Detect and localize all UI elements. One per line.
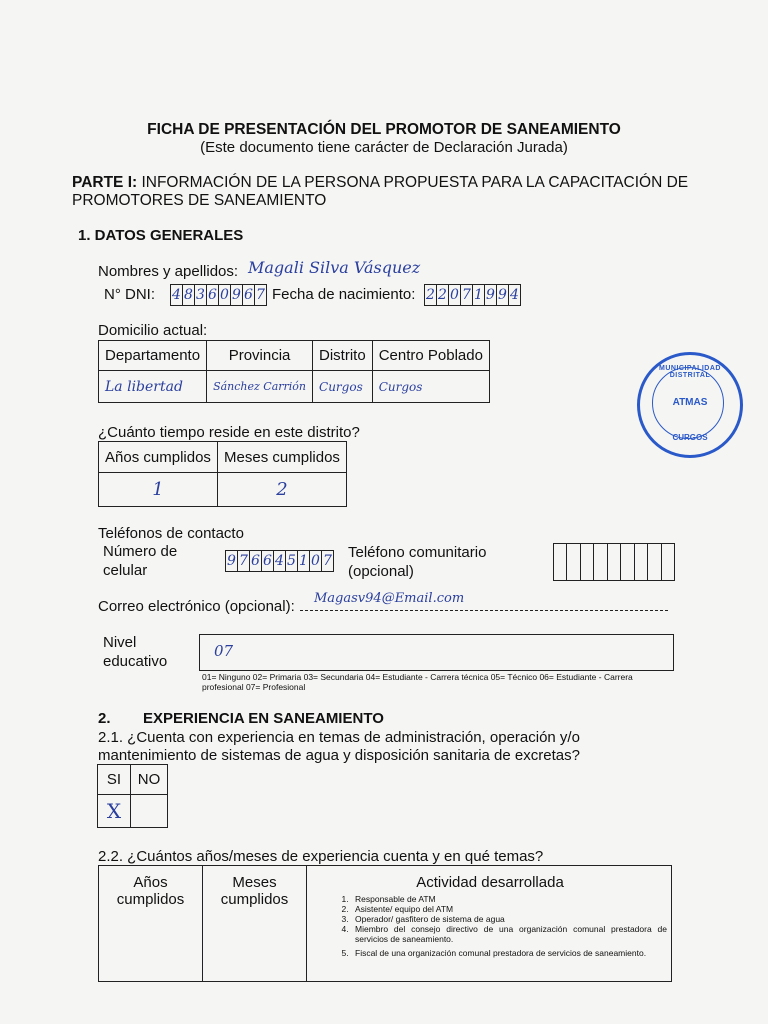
meses-column-header: Meses cumplidos bbox=[203, 866, 307, 982]
anos-column-header: Años cumplidos bbox=[99, 866, 203, 982]
tiempo-question: ¿Cuánto tiempo reside en este distrito? bbox=[98, 424, 360, 441]
celular-digit: 6 bbox=[250, 551, 262, 571]
tiempo-table bbox=[98, 441, 347, 507]
celular-digit: 9 bbox=[226, 551, 238, 571]
celular-digit: 0 bbox=[310, 551, 322, 571]
document-subtitle: (Este documento tiene carácter de Declaración Jurada) bbox=[200, 139, 568, 156]
correo-line bbox=[300, 610, 668, 611]
celular-digit: 5 bbox=[286, 551, 298, 571]
nivel-field[interactable] bbox=[199, 634, 674, 671]
celular-digit: 1 bbox=[298, 551, 310, 571]
actividad-column-header: Actividad desarrollada bbox=[416, 874, 564, 891]
celular-digit: 6 bbox=[262, 551, 274, 571]
actividad-item: 5. Fiscal de una organización comunal prestadora de servicios de saneamiento. bbox=[351, 948, 667, 958]
nivel-legend: 01= Ninguno 02= Primaria 03= Secundaria 04= Estudiante - Carrera técnica 05= Técnico 06= Estudiante - Carrera profesional 07= Profesional bbox=[202, 672, 633, 692]
celular-label-line2: celular bbox=[103, 562, 148, 579]
celular-digits[interactable] bbox=[225, 550, 334, 572]
comunitario-digits[interactable] bbox=[553, 543, 675, 581]
celular-digit: 7 bbox=[323, 553, 332, 569]
dni-digit: 8 bbox=[183, 285, 195, 305]
si-label: SI bbox=[98, 765, 131, 795]
departamento-value[interactable]: La libertad bbox=[99, 371, 207, 403]
domicilio-table bbox=[98, 340, 490, 403]
meses-value[interactable]: 2 bbox=[218, 473, 347, 507]
birth-digits[interactable] bbox=[424, 284, 521, 306]
dni-label: N° DNI: bbox=[104, 286, 155, 303]
stamp-bottom-text: CURGOS bbox=[672, 433, 708, 442]
correo-label: Correo electrónico (opcional): bbox=[98, 598, 295, 615]
part1-label: PARTE I: bbox=[72, 174, 138, 191]
telefonos-label: Teléfonos de contacto bbox=[98, 525, 244, 542]
anos-value[interactable]: 1 bbox=[99, 473, 218, 507]
actividad-item: 3. Operador/ gasfitero de sistema de agua bbox=[351, 914, 667, 924]
si-checkbox[interactable]: X bbox=[98, 795, 131, 828]
correo-value[interactable]: Magasv94@Email.com bbox=[314, 591, 465, 606]
actividad-item: 1. Responsable de ATM bbox=[351, 894, 667, 904]
dni-digit: 4 bbox=[171, 285, 183, 305]
centro-poblado-value[interactable]: Curgos bbox=[372, 371, 489, 403]
stamp-ring-text: MUNICIPALIDAD DISTRITAL bbox=[659, 365, 721, 379]
birth-digit: 1 bbox=[473, 285, 485, 305]
tiempo-header: Años cumplidos bbox=[99, 442, 218, 473]
no-checkbox[interactable] bbox=[131, 795, 168, 828]
birth-digit: 9 bbox=[485, 285, 497, 305]
actividad-item: 4. Miembro del consejo directivo de una organización comunal prestadora de servicios de saneamiento. bbox=[351, 924, 667, 944]
nivel-value: 07 bbox=[214, 642, 234, 660]
domicilio-label: Domicilio actual: bbox=[98, 322, 208, 339]
dni-digit: 9 bbox=[231, 285, 243, 305]
nivel-label-line2: educativo bbox=[103, 653, 168, 670]
question-2-1: 2.1. ¿Cuenta con experiencia en temas de administración, operación y/o mantenimiento de sistemas de agua y disposición sanitaria de excretas? bbox=[98, 729, 580, 764]
section2-title: EXPERIENCIA EN SANEAMIENTO bbox=[143, 710, 384, 727]
dni-digit: 3 bbox=[195, 285, 207, 305]
birth-digit: 7 bbox=[461, 285, 473, 305]
actividad-item: 2. Asistente/ equipo del ATM bbox=[351, 904, 667, 914]
domicilio-header: Provincia bbox=[207, 341, 313, 371]
document-title: FICHA DE PRESENTACIÓN DEL PROMOTOR DE SANEAMIENTO bbox=[147, 121, 621, 138]
dni-digit: 7 bbox=[256, 287, 265, 303]
actividad-column bbox=[307, 866, 672, 982]
dni-digit: 6 bbox=[243, 285, 255, 305]
celular-digit: 4 bbox=[274, 551, 286, 571]
birth-digit: 2 bbox=[425, 285, 437, 305]
distrito-value[interactable]: Curgos bbox=[313, 371, 373, 403]
part1-title: INFORMACIÓN DE LA PERSONA PROPUESTA PARA LA CAPACITACIÓN DE PROMOTORES DE SANEAMIENTO bbox=[72, 174, 689, 209]
domicilio-header: Centro Poblado bbox=[372, 341, 489, 371]
no-label: NO bbox=[131, 765, 168, 795]
section2-number: 2. bbox=[98, 710, 111, 727]
part1-heading bbox=[72, 174, 692, 210]
question-2-2: 2.2. ¿Cuántos años/meses de experiencia cuenta y en qué temas? bbox=[98, 848, 544, 865]
birth-digit: 2 bbox=[437, 285, 449, 305]
comunitario-label-line1: Teléfono comunitario bbox=[348, 544, 487, 561]
actividades-list bbox=[313, 894, 667, 958]
birth-label: Fecha de nacimiento: bbox=[272, 286, 416, 303]
celular-digit: 7 bbox=[238, 551, 250, 571]
dni-digit: 6 bbox=[207, 285, 219, 305]
municipal-stamp bbox=[637, 352, 743, 458]
section1-title: 1. DATOS GENERALES bbox=[78, 227, 244, 244]
birth-digit: 4 bbox=[510, 287, 519, 303]
dni-digits[interactable] bbox=[170, 284, 267, 306]
stamp-center-text: ATMAS bbox=[672, 397, 708, 408]
domicilio-header: Distrito bbox=[313, 341, 373, 371]
nivel-label-line1: Nivel bbox=[103, 634, 137, 651]
si-no-table bbox=[97, 764, 168, 828]
experiencia-table bbox=[98, 865, 672, 982]
name-value[interactable]: Magali Silva Vásquez bbox=[248, 258, 421, 277]
birth-digit: 9 bbox=[497, 285, 509, 305]
birth-digit: 0 bbox=[449, 285, 461, 305]
celular-label-line1: Número de bbox=[103, 543, 178, 560]
comunitario-label-line2: (opcional) bbox=[348, 563, 414, 580]
domicilio-header: Departamento bbox=[99, 341, 207, 371]
dni-digit: 0 bbox=[219, 285, 231, 305]
provincia-value[interactable]: Sánchez Carrión bbox=[207, 371, 313, 403]
tiempo-header: Meses cumplidos bbox=[218, 442, 347, 473]
name-label: Nombres y apellidos: bbox=[98, 263, 239, 280]
